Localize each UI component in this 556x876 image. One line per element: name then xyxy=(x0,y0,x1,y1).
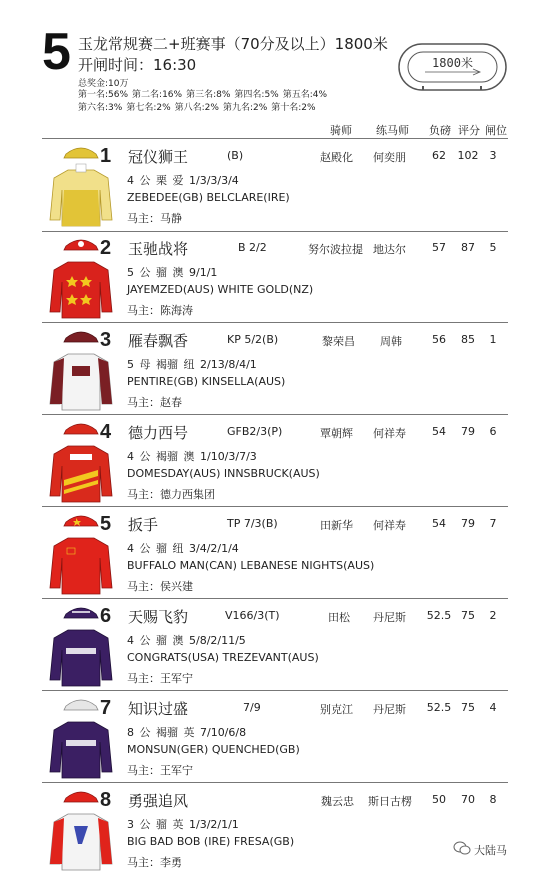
horse-name: 玉驰战将 xyxy=(128,240,189,258)
horse-row-7 xyxy=(42,696,508,782)
horse-rating: 85 xyxy=(461,333,475,346)
horse-jockey: 田新华 xyxy=(320,519,353,532)
prize-1: 第一名:56% xyxy=(78,90,129,100)
horse-weight: 50 xyxy=(432,793,446,806)
horse-jockey: 黎荣昌 xyxy=(322,335,355,348)
horse-gear: 7/9 xyxy=(243,701,261,714)
horse-weight: 56 xyxy=(432,333,446,346)
horse-trainer: 何奕朋 xyxy=(373,151,406,164)
horse-trainer: 何祥寿 xyxy=(373,427,406,440)
horse-rating: 102 xyxy=(457,149,479,162)
horse-owner: 马主：李勇 xyxy=(127,856,182,869)
horse-name: 雁春飘香 xyxy=(128,332,189,350)
horse-weight: 54 xyxy=(432,517,446,530)
horse-rating: 79 xyxy=(461,517,475,530)
horse-weight: 54 xyxy=(432,425,446,438)
horse-trainer: 丹尼斯 xyxy=(373,703,406,716)
horse-jockey: 别克江 xyxy=(320,703,353,716)
horse-name: 勇强追风 xyxy=(128,792,189,810)
horse-trainer: 斯日古楞 xyxy=(368,795,412,808)
horse-draw: 5 xyxy=(489,241,497,254)
horse-owner: 马主：侯兴建 xyxy=(127,580,193,593)
prize-3: 第三名:8% xyxy=(186,90,231,100)
horse-profile: 4 公 骝 纽 3/4/2/1/4 xyxy=(127,542,239,555)
prize-8: 第八名:2% xyxy=(174,103,219,113)
horse-jockey: 覃朝辉 xyxy=(320,427,353,440)
horse-jockey: 魏云忠 xyxy=(321,795,354,808)
horse-number: 7 xyxy=(100,697,112,719)
horse-name: 德力西号 xyxy=(128,424,189,442)
horse-number: 5 xyxy=(100,513,112,535)
horse-weight: 57 xyxy=(432,241,446,254)
race-start-time: 开闸时间：16:30 xyxy=(78,56,197,74)
prize-5: 第五名:4% xyxy=(282,90,328,100)
horse-rating: 79 xyxy=(461,425,475,438)
horse-rating: 75 xyxy=(461,701,475,714)
horse-number: 1 xyxy=(100,145,112,167)
horse-gear: KP 5/2(B) xyxy=(227,333,279,346)
horse-gear: TP 7/3(B) xyxy=(227,517,278,530)
horse-name: 天赐飞豹 xyxy=(128,608,189,626)
divider xyxy=(42,414,508,415)
prize-9: 第九名:2% xyxy=(222,103,268,113)
prize-2: 第二名:16% xyxy=(132,90,183,100)
track-distance-label: 1800米 xyxy=(432,56,473,70)
horse-profile: 3 公 骝 英 1/3/2/1/1 xyxy=(127,818,239,831)
watermark-label: 大陆马 xyxy=(474,844,507,857)
race-number: 5 xyxy=(42,23,71,81)
horse-profile: 4 公 栗 爱 1/3/3/3/4 xyxy=(127,174,239,187)
horse-draw: 6 xyxy=(489,425,497,438)
track-diagram xyxy=(395,38,510,96)
horse-jockey: 赵殿化 xyxy=(320,151,353,164)
horse-gear: V166/3(T) xyxy=(225,609,280,622)
race-purse: 总奖金:10万 xyxy=(78,79,129,89)
horse-number: 8 xyxy=(100,789,112,811)
horse-row-3 xyxy=(42,328,508,414)
horse-owner: 马主：马静 xyxy=(127,212,182,225)
column-draw: 闸位 xyxy=(485,124,507,137)
horse-jockey: 田松 xyxy=(328,611,350,624)
horse-weight: 52.5 xyxy=(426,609,452,622)
horse-gear: B 2/2 xyxy=(238,241,267,254)
horse-trainer: 地达尔 xyxy=(373,243,406,256)
horse-number: 2 xyxy=(100,237,112,259)
horse-row-5 xyxy=(42,512,508,598)
prize-10: 第十名:2% xyxy=(271,103,316,113)
horse-row-2 xyxy=(42,236,508,322)
horse-number: 4 xyxy=(100,421,112,443)
horse-profile: 4 公 骝 澳 5/8/2/11/5 xyxy=(127,634,246,647)
column-jockey: 骑师 xyxy=(330,124,352,137)
horse-pedigree: MONSUN(GER) QUENCHED(GB) xyxy=(127,743,300,756)
horse-row-1 xyxy=(42,144,508,230)
race-header xyxy=(0,0,556,140)
horse-owner: 马主：赵春 xyxy=(127,396,182,409)
horse-name: 知识过盛 xyxy=(128,700,189,718)
prize-6: 第六名:3% xyxy=(78,103,123,113)
divider xyxy=(42,138,508,139)
horse-pedigree: PENTIRE(GB) KINSELLA(AUS) xyxy=(127,375,286,388)
horse-profile: 5 公 骝 澳 9/1/1 xyxy=(127,266,218,279)
horse-row-8 xyxy=(42,788,508,874)
horse-draw: 8 xyxy=(489,793,497,806)
horse-number: 6 xyxy=(100,605,112,627)
horse-rating: 75 xyxy=(461,609,475,622)
horse-trainer: 丹尼斯 xyxy=(373,611,406,624)
horse-profile: 8 公 褐骝 英 7/10/6/8 xyxy=(127,726,247,739)
horse-name: 扳手 xyxy=(128,516,159,534)
column-rating: 评分 xyxy=(458,124,480,137)
horse-pedigree: ZEBEDEE(GB) BELCLARE(IRE) xyxy=(127,191,290,204)
horse-rating: 70 xyxy=(461,793,475,806)
race-title: 玉龙常规赛二+班赛事（70分及以上）1800米 xyxy=(78,35,388,53)
horse-weight: 52.5 xyxy=(426,701,452,714)
divider xyxy=(42,322,508,323)
horse-trainer: 何祥寿 xyxy=(373,519,406,532)
horse-draw: 3 xyxy=(489,149,497,162)
horse-pedigree: CONGRATS(USA) TREZEVANT(AUS) xyxy=(127,651,319,664)
horse-profile: 5 母 褐骝 纽 2/13/8/4/1 xyxy=(127,358,257,371)
divider xyxy=(42,598,508,599)
horse-draw: 4 xyxy=(489,701,497,714)
horse-profile: 4 公 褐骝 澳 1/10/3/7/3 xyxy=(127,450,257,463)
horse-weight: 62 xyxy=(432,149,446,162)
divider xyxy=(42,231,508,232)
divider xyxy=(42,690,508,691)
horse-row-6 xyxy=(42,604,508,690)
horse-pedigree: JAYEMZED(AUS) WHITE GOLD(NZ) xyxy=(127,283,314,296)
horse-trainer: 周韩 xyxy=(380,335,402,348)
horse-pedigree: BUFFALO MAN(CAN) LEBANESE NIGHTS(AUS) xyxy=(127,559,375,572)
prize-7: 第七名:2% xyxy=(126,103,171,113)
horse-owner: 马主：王军宁 xyxy=(127,672,193,685)
horse-rating: 87 xyxy=(461,241,475,254)
horse-draw: 7 xyxy=(489,517,497,530)
prize-distribution xyxy=(78,89,398,115)
horse-owner: 马主：陈海涛 xyxy=(127,304,193,317)
horse-gear: GFB2/3(P) xyxy=(227,425,283,438)
horse-jockey: 努尔波拉提 xyxy=(308,243,363,256)
horse-owner: 马主：德力西集团 xyxy=(127,488,215,501)
prize-4: 第四名:5% xyxy=(234,90,279,100)
horse-pedigree: BIG BAD BOB (IRE) FRESA(GB) xyxy=(127,835,295,848)
divider xyxy=(42,506,508,507)
horse-draw: 1 xyxy=(489,333,497,346)
divider xyxy=(42,782,508,783)
column-trainer: 练马师 xyxy=(376,124,409,137)
horse-name: 冠仪狮王 xyxy=(128,148,189,166)
horse-gear: (B) xyxy=(227,149,244,162)
horse-pedigree: DOMESDAY(AUS) INNSBRUCK(AUS) xyxy=(127,467,320,480)
horse-draw: 2 xyxy=(489,609,497,622)
horse-number: 3 xyxy=(100,329,112,351)
wechat-icon xyxy=(453,841,471,855)
column-weight: 负磅 xyxy=(429,124,451,137)
horse-owner: 马主：王军宁 xyxy=(127,764,193,777)
horse-row-4 xyxy=(42,420,508,506)
